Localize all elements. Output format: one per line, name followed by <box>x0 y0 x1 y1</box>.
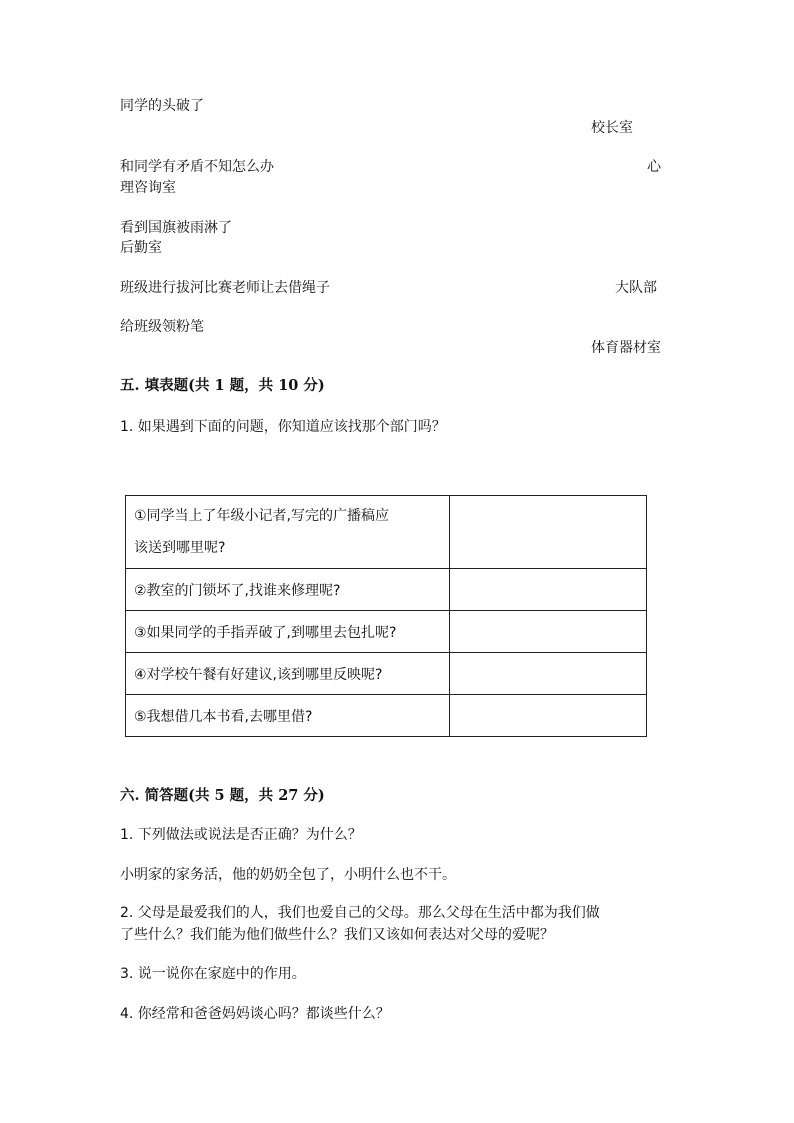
table-answer-cell[interactable] <box>450 653 647 695</box>
department-table <box>125 495 647 737</box>
section6-q2-line1: 2. 父母是最爱我们的人，我们也爱自己的父母。那么父母在生活中都为我们做 <box>120 905 600 921</box>
table-answer-cell[interactable] <box>450 695 647 737</box>
table-answer-cell[interactable] <box>450 611 647 653</box>
matching-right-2b: 理咨询室 <box>120 180 176 196</box>
matching-right-3: 后勤室 <box>120 240 162 256</box>
section6-q1-detail: 小明家的家务活，他的奶奶全包了，小明什么也不干。 <box>120 867 456 883</box>
table-answer-cell[interactable] <box>450 569 647 611</box>
table-row <box>126 569 647 611</box>
table-row <box>126 653 647 695</box>
matching-left-3: 看到国旗被雨淋了 <box>120 220 232 236</box>
table-question-line: ①同学当上了年级小记者,写完的广播稿应 <box>134 508 389 524</box>
section6-heading: 六. 简答题(共 5 题，共 27 分) <box>120 787 325 804</box>
matching-right-1: 校长室 <box>591 120 633 136</box>
table-question-cell: ②教室的门锁坏了,找谁来修理呢? <box>126 569 450 611</box>
table-question-line: 该送到哪里呢? <box>134 540 226 556</box>
matching-left-5: 给班级领粉笔 <box>120 319 204 335</box>
matching-right-4: 大队部 <box>615 280 657 296</box>
table-row <box>126 695 647 737</box>
section5-heading: 五. 填表题(共 1 题，共 10 分) <box>120 377 325 394</box>
section6-q3: 3. 说一说你在家庭中的作用。 <box>120 966 306 982</box>
table-answer-cell[interactable] <box>450 496 647 569</box>
table-question-cell: ③如果同学的手指弄破了,到哪里去包扎呢? <box>126 611 450 653</box>
matching-right-2a: 心 <box>647 159 661 175</box>
section6-q1: 1. 下列做法或说法是否正确？为什么？ <box>120 827 362 843</box>
section6-q4: 4. 你经常和爸爸妈妈谈心吗？都谈些什么？ <box>120 1006 390 1022</box>
matching-left-1: 同学的头破了 <box>120 98 204 114</box>
table-question-cell: ④对学校午餐有好建议,该到哪里反映呢? <box>126 653 450 695</box>
table-row <box>126 496 647 569</box>
matching-left-2: 和同学有矛盾不知怎么办 <box>120 159 274 175</box>
matching-right-5: 体育器材室 <box>591 340 661 356</box>
table-question-cell: ⑤我想借几本书看,去哪里借? <box>126 695 450 737</box>
table-question-cell <box>126 496 450 569</box>
section6-q2-line2: 了些什么？我们能为他们做些什么？我们又该如何表达对父母的爱呢？ <box>120 927 554 943</box>
table-row <box>126 611 647 653</box>
section5-question: 1. 如果遇到下面的问题，你知道应该找那个部门吗？ <box>120 419 446 435</box>
matching-left-4: 班级进行拔河比赛老师让去借绳子 <box>120 280 330 296</box>
